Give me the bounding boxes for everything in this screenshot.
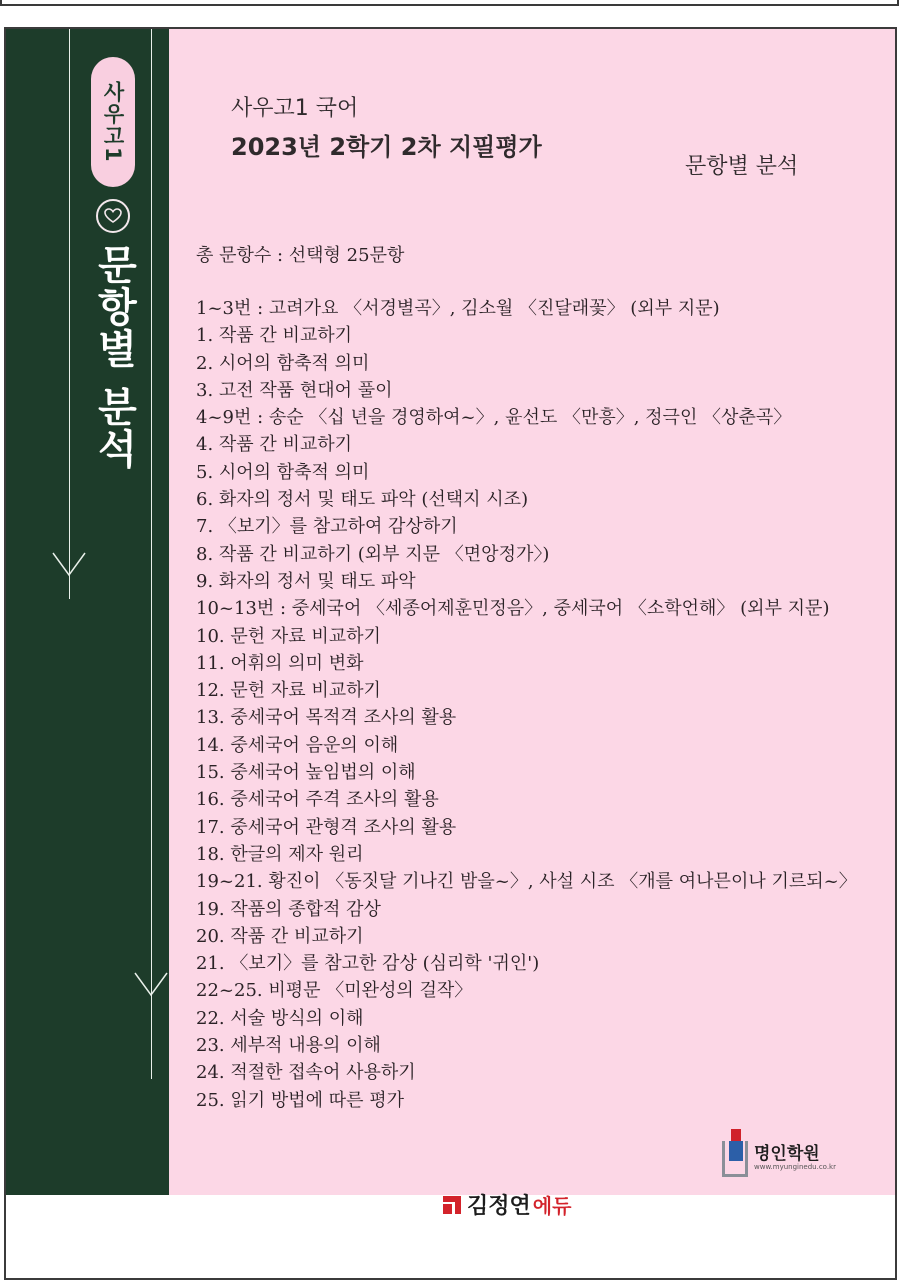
academy-url: www.myunginedu.co.kr [754, 1163, 836, 1171]
chevron-down-icon [51, 551, 87, 577]
list-item: 3. 고전 작품 현대어 풀이 [196, 379, 393, 401]
list-item: 4. 작품 간 비교하기 [196, 434, 353, 456]
list-item: 11. 어휘의 의미 변화 [196, 652, 364, 674]
brand-logo [441, 1188, 571, 1220]
grade-badge [91, 57, 135, 187]
list-item: 2. 시어의 함축적 의미 [196, 352, 370, 374]
brand-mark-icon [441, 1192, 463, 1216]
list-item: 5. 시어의 함축적 의미 [196, 461, 370, 483]
list-item: 14. 중세국어 음운의 이해 [196, 734, 399, 756]
list-item: 10. 문헌 자료 비교하기 [196, 625, 381, 647]
sidebar-line-right [151, 29, 152, 1079]
chevron-down-icon [133, 971, 169, 997]
sidebar-line-left [69, 29, 70, 599]
analysis-label: 문항별 분석 [685, 154, 799, 179]
academy-logo [722, 1129, 852, 1179]
list-item: 19~21. 황진이 〈동짓달 기나긴 밤을~〉, 사설 시조 〈개를 여나믄이나 기르되~〉 [196, 871, 857, 893]
list-item: 19. 작품의 종합적 감상 [196, 898, 381, 920]
list-item: 16. 중세국어 주격 조사의 활용 [196, 789, 439, 811]
list-item: 6. 화자의 정서 및 태도 파악 (선택지 시조) [196, 489, 529, 511]
main-content [169, 29, 897, 1195]
list-item: 21. 〈보기〉를 참고한 감상 (심리학 '귀인') [196, 953, 540, 975]
list-item: 12. 문헌 자료 비교하기 [196, 680, 381, 702]
school-subject: 사우고1 국어 [231, 96, 359, 121]
question-summary: 총 문항수 : 선택형 25문항 [196, 245, 405, 266]
list-item: 18. 한글의 제자 원리 [196, 843, 364, 865]
heart-icon [96, 199, 130, 233]
previous-card-edge [0, 0, 899, 6]
list-item: 22~25. 비평문 〈미완성의 걸작〉 [196, 980, 473, 1002]
list-item: 13. 중세국어 목적격 조사의 활용 [196, 707, 457, 729]
list-item: 8. 작품 간 비교하기 (외부 지문 〈면앙정가〉) [196, 543, 550, 565]
list-item: 24. 적절한 접속어 사용하기 [196, 1062, 416, 1084]
sidebar [6, 29, 169, 1195]
list-item: 9. 화자의 정서 및 태도 파악 [196, 570, 416, 592]
brand-suffix: 에듀 [532, 1193, 572, 1218]
exam-title: 2023년 2학기 2차 지필평가 [231, 133, 542, 161]
list-item: 7. 〈보기〉를 참고하여 감상하기 [196, 516, 458, 538]
sidebar-title: 문항별 분석 [91, 244, 137, 470]
list-item: 10~13번 : 중세국어 〈세종어제훈민정음〉, 중세국어 〈소학언해〉 (외부 지문) [196, 598, 830, 620]
list-item: 25. 읽기 방법에 따른 평가 [196, 1089, 405, 1111]
list-item: 22. 서술 방식의 이해 [196, 1007, 364, 1029]
academy-logo-mark [722, 1129, 748, 1177]
grade-badge-label: 사우고1 [101, 81, 125, 163]
academy-name: 명인학원 [754, 1144, 820, 1164]
list-item: 17. 중세국어 관형격 조사의 활용 [196, 816, 457, 838]
list-item: 4~9번 : 송순 〈십 년을 경영하여~〉, 윤선도 〈만흥〉, 정극인 〈상춘곡〉 [196, 407, 792, 429]
brand-name: 김정연 [467, 1193, 531, 1219]
list-item: 1~3번 : 고려가요 〈서경별곡〉, 김소월 〈진달래꽃〉 (외부 지문) [196, 298, 720, 319]
list-item: 23. 세부적 내용의 이해 [196, 1035, 381, 1057]
list-item: 15. 중세국어 높임법의 이해 [196, 762, 416, 784]
analysis-card [4, 27, 897, 1280]
list-item: 1. 작품 간 비교하기 [196, 325, 353, 347]
list-item: 20. 작품 간 비교하기 [196, 925, 364, 947]
question-list [196, 295, 857, 1114]
